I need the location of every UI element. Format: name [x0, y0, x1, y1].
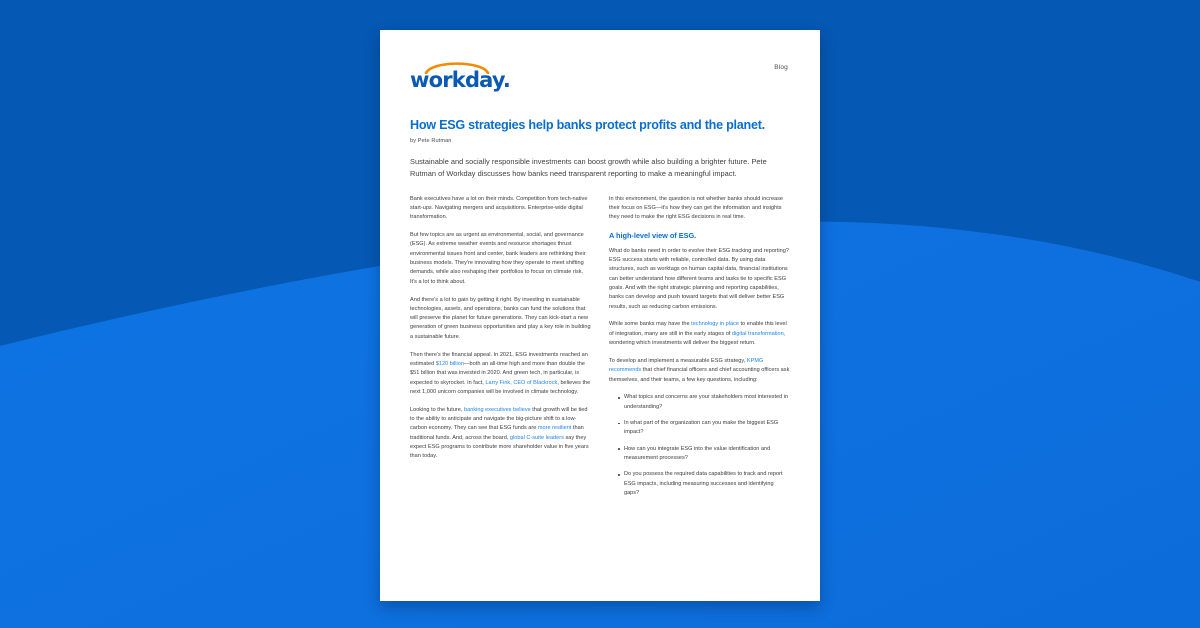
paragraph-right-1: In this environment, the question is not whether banks should increase their focus on ESG—it's how they can get the information and insights they need to make the right ESG decisions in real time.: [609, 195, 784, 221]
text-run: that chief financial officers and chief accounting officers ask themselves, and their teams, a few key questions, including:: [609, 367, 790, 383]
link-120-billion[interactable]: $120 billion: [435, 360, 464, 367]
paragraph-right-3: [609, 320, 790, 348]
byline: by Pete Rutman: [410, 137, 452, 144]
page-title: How ESG strategies help banks protect profits and the planet.: [410, 118, 765, 132]
standfirst: Sustainable and socially responsible investments can boost growth while also building a brighter future. Pete Rutman of Workday discusses how banks need transparent reporting to make a meaningful impact.: [410, 156, 767, 178]
paragraph-left-2: But few topics are as urgent as environmental, social, and governance (ESG). As extreme weather events and resource shortages thrust environmental issues front and center, bank leaders are rethinking their business models. They're innovating how they operate to meet shifting demands, while also reshaping their portfolios to focus on climate risk. It's a lot to think about.: [410, 232, 586, 285]
text-run: Looking to the future,: [410, 406, 465, 413]
link-banking-executives-believe[interactable]: banking executives believe: [464, 406, 531, 413]
text-run: wondering which investments will deliver the biggest return.: [609, 340, 756, 347]
list-item: Do you possess the required data capabilities to track and report ESG impacts, including measuring successes and identifying gaps?: [618, 470, 790, 498]
body-columns: [410, 195, 790, 505]
right-column: [609, 195, 790, 505]
list-item: What topics and concerns are your stakeholders most interested in understanding?: [618, 393, 790, 412]
link-kpmg-recommends[interactable]: KPMG recommends: [609, 357, 764, 374]
text-run: To develop and implement a measurable ESG strategy,: [609, 357, 747, 364]
link-larry-fink[interactable]: Larry Fink, CEO of Blackrock: [485, 379, 558, 386]
link-digital-transformation[interactable]: digital transformation,: [731, 330, 786, 337]
paragraph-left-4: [410, 351, 591, 398]
key-questions-list: [618, 393, 790, 498]
workday-wordmark: workday.: [410, 68, 511, 92]
list-item: In what part of the organization can you make the biggest ESG impact?: [618, 419, 790, 438]
text-run: Then there's the financial appeal. In 2021, ESG investments reached an estimated: [410, 351, 588, 367]
text-run: , believes the next 1,000 unicorn companies will be involved in climate technology.: [410, 379, 591, 395]
text-run: While some banks may have the: [609, 321, 692, 328]
paragraph-left-5: [410, 406, 591, 462]
left-column: [410, 195, 591, 505]
text-run: than traditional funds. And, across the board,: [410, 425, 584, 441]
link-technology-in-place[interactable]: technology in place: [691, 321, 739, 328]
document-header: [410, 58, 790, 100]
blog-tag-label: Blog: [774, 64, 788, 71]
link-more-resilient[interactable]: more resilient: [537, 425, 572, 432]
paragraph-left-1: Bank executives have a lot on their minds. Competition from tech-native start-ups. Navigating mergers and acquisitions. Enterprise-wide digital transformation.: [410, 195, 588, 221]
text-run: say they expect ESG programs to contribute more shareholder value in five years than today.: [410, 434, 589, 460]
paragraph-right-2: What do banks need in order to evolve their ESG tracking and reporting? ESG success starts with reliable, controlled data. By using data structures, such as worktags on human capital data, financial institutions can better understand how different teams and tasks tie to specific ESG goals. And with the right strategic planning and reporting capabilities, banks can develop and push toward targets that will deliver better ESG results, such as reducing carbon emissions.: [609, 247, 789, 310]
workday-logo[interactable]: [410, 58, 511, 98]
document-page: [380, 30, 820, 601]
paragraph-right-4: [609, 357, 790, 385]
link-global-c-suite-leaders[interactable]: global C-suite leaders: [509, 434, 564, 441]
text-run: to enable this level of integration, many are still in the early stages of: [609, 321, 787, 337]
section-subheading: A high-level view of ESG.: [609, 231, 697, 241]
paragraph-left-3: And there's a lot to gain by getting it right. By investing in sustainable technologies, assets, and operations, banks can fund the solutions that will preserve the planet for future generations. They can kick-start a new generation of green business opportunities and play a key role in building a sustainable future.: [410, 296, 591, 340]
text-run: that growth will be tied to the ability to anticipate and navigate the big-picture shift to a low-carbon economy. They can see that ESG funds are: [410, 406, 588, 432]
list-item: How can you integrate ESG into the value identification and measurement processes?: [618, 445, 790, 464]
text-run: —both an all-time high and more than double the $51 billion that was invested in 2020. And green tech, in particular, is expected to skyrocket. In fact,: [410, 360, 585, 386]
